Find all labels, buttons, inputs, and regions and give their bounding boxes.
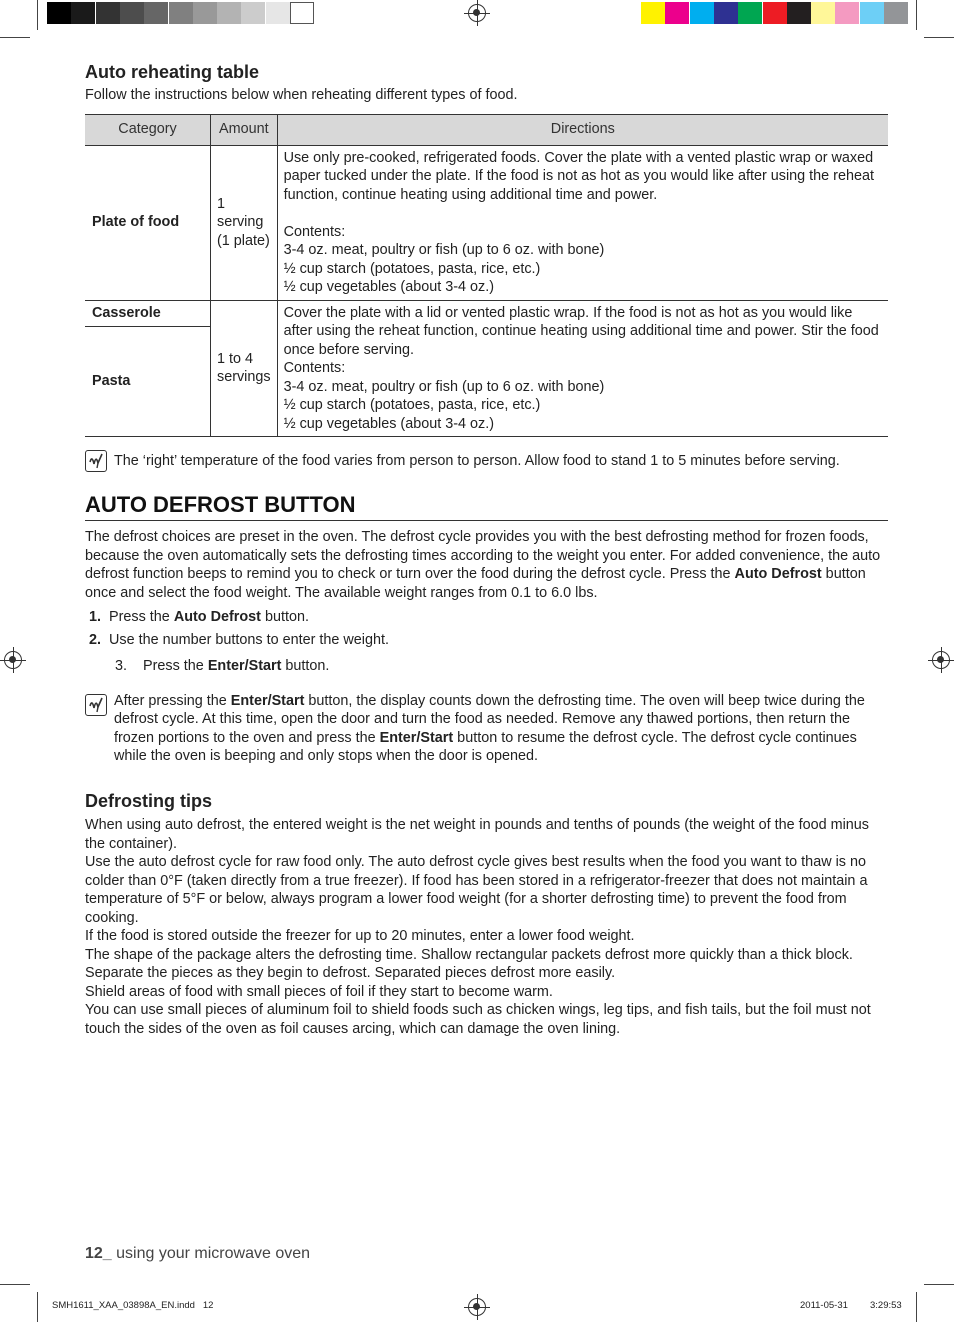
directions-cell <box>277 300 888 437</box>
crop-mark <box>924 37 954 38</box>
color-swatch <box>835 2 859 24</box>
page-number: 12_ <box>85 1245 112 1262</box>
gray-swatch <box>266 2 290 24</box>
color-swatch <box>665 2 689 24</box>
crop-mark <box>916 0 917 30</box>
registration-mark-icon <box>468 1298 486 1316</box>
contents-label: Contents: <box>283 223 346 240</box>
color-swatch <box>641 2 665 24</box>
tip-paragraph: If the food is stored outside the freezer for up to 20 minutes, enter a lower food weight. <box>85 928 635 944</box>
gray-swatch <box>120 2 144 24</box>
crop-mark <box>37 1292 38 1322</box>
step-bold: Auto Defrost <box>173 609 261 625</box>
step-text: button. <box>260 609 309 625</box>
step-text: button. <box>281 658 330 674</box>
table-row <box>85 300 888 326</box>
file-slug: SMH1611_XAA_03898A_EN.indd 12 <box>52 1300 214 1311</box>
crop-mark <box>0 37 30 38</box>
note-icon <box>85 450 107 472</box>
defrost-section <box>85 492 888 766</box>
contents-line: 3-4 oz. meat, poultry or fish (up to 6 oz. with bone) <box>283 242 605 258</box>
contents-line: 3-4 oz. meat, poultry or fish (up to 6 oz. with bone) <box>283 378 605 395</box>
category-cell: Plate of food <box>85 145 211 300</box>
intro-text: The defrost choices are preset in the oven. The defrost cycle provides you with the best defrosting method for frozen foods, because the oven automatically sets the defrosting times according to the weight you enter. For added convenience, the auto defrost function beeps to remind you to check or turn over the food during the defrost cycle. Press the <box>85 529 881 582</box>
registration-mark-icon <box>4 651 22 669</box>
amount-line: 1 serving <box>217 195 264 231</box>
page-footer <box>85 1245 310 1263</box>
defrost-note <box>85 692 888 766</box>
directions-text: Use only pre-cooked, refrigerated foods. Cover the plate with a vented plastic wrap or waxed paper tucked under the plate. If the food is not as hot as you would like after using the reheat function, continue heating using additional time and power. <box>283 149 874 203</box>
tip-paragraph: When using auto defrost, the entered weight is the net weight in pounds and tenths of pounds (the weight of the food minus the container). <box>85 817 870 852</box>
step-item <box>85 631 888 657</box>
directions-text: Cover the plate with a lid or vented plastic wrap. If the food is not as hot as you would like after using the reheat function, continue heating using additional time and power. Stir the food once before serving. <box>283 304 879 358</box>
header-amount: Amount <box>211 114 278 145</box>
table-header-row <box>85 114 888 145</box>
reheat-note <box>85 450 888 472</box>
defrost-title: AUTO DEFROST BUTTON <box>85 492 888 521</box>
directions-cell <box>277 145 888 300</box>
note-part: After pressing the <box>114 692 231 709</box>
crop-mark <box>0 1284 30 1285</box>
tip-paragraph: Separate the pieces as they begin to defrost. Separated pieces defrost more easily. <box>85 965 616 981</box>
contents-line: ½ cup vegetables (about 3-4 oz.) <box>283 279 494 295</box>
step-number: 1. <box>89 609 102 625</box>
category-cell: Pasta <box>85 326 211 437</box>
crop-mark <box>37 0 38 30</box>
tips-section <box>85 791 888 1038</box>
note-part: button, the display counts down the defrosting time. The oven will beep twice during the defrost cycle. At this time, open the door and turn the food as needed. Remove any thawed portions, then return the frozen portions to the oven and press the <box>114 692 865 746</box>
header-category: Category <box>85 114 211 145</box>
note-text <box>114 692 888 766</box>
gray-swatch <box>169 2 193 24</box>
gray-swatch <box>290 2 314 24</box>
color-swatch <box>714 2 738 24</box>
gray-swatch <box>71 2 95 24</box>
contents-line: ½ cup starch (potatoes, pasta, rice, etc.) <box>283 260 541 277</box>
tips-list <box>85 816 888 1038</box>
tip-paragraph: Use the auto defrost cycle for raw food only. The auto defrost cycle gives best results when the food you want to thaw is no colder than 0°F (taken directly from a true freezer). If food has been stored in a refrigerator-freezer that does not maintain a temperature of 5°F or below, always program a lower food weight (for a shorter defrosting time) to prevent the food from cooking. <box>85 854 868 926</box>
note-bold: Enter/Start <box>230 692 305 709</box>
note-part: button to resume the defrost cycle. The defrost cycle continues while the oven is beeping and only stops when the door is opened. <box>114 729 857 764</box>
crop-mark <box>916 1292 917 1322</box>
note-icon <box>85 694 107 716</box>
step-text: Press the <box>109 609 174 625</box>
crop-mark <box>924 1284 954 1285</box>
table-row <box>85 145 888 300</box>
reheat-section <box>85 62 888 472</box>
color-swatch <box>811 2 835 24</box>
defrost-intro <box>85 528 888 602</box>
tips-title: Defrosting tips <box>85 791 213 811</box>
note-bold: Enter/Start <box>379 729 454 746</box>
note-text: The ‘right’ temperature of the food varies from person to person. Allow food to stand 1 to 5 minutes before serving. <box>114 453 840 469</box>
slug-date: 2011-05-31 <box>800 1300 848 1311</box>
color-swatch <box>763 2 787 24</box>
category-cell: Casserole <box>85 300 211 326</box>
step-number: 3. <box>115 658 128 674</box>
contents-line: ½ cup vegetables (about 3-4 oz.) <box>283 415 494 432</box>
step-number: 2. <box>89 632 102 648</box>
slug-time: 3:29:53 <box>870 1300 902 1311</box>
reheat-intro: Follow the instructions below when reheating different types of food. <box>85 87 518 103</box>
amount-line: 1 to 4 <box>217 350 254 367</box>
gray-swatch <box>96 2 120 24</box>
header-directions: Directions <box>277 114 888 145</box>
gray-swatch <box>193 2 217 24</box>
amount-line: (1 plate) <box>217 232 270 249</box>
contents-label: Contents: <box>283 360 346 376</box>
reheat-title: Auto reheating table <box>85 62 260 82</box>
amount-cell <box>211 145 278 300</box>
gray-swatch <box>144 2 168 24</box>
gray-swatch <box>241 2 265 24</box>
step-item <box>85 608 888 631</box>
step-text: Press the <box>143 658 208 674</box>
color-swatch <box>884 2 908 24</box>
defrost-steps <box>85 608 888 676</box>
contents-line: ½ cup starch (potatoes, pasta, rice, etc.) <box>283 397 541 413</box>
color-swatch <box>860 2 884 24</box>
color-swatch <box>787 2 811 24</box>
registration-mark-icon <box>932 651 950 669</box>
color-swatch <box>738 2 762 24</box>
registration-mark-icon <box>468 4 486 22</box>
intro-text: button once and select the food weight. The available weight ranges from 0.1 to 6.0 lbs. <box>85 566 866 601</box>
page-label: using your microwave oven <box>111 1245 311 1262</box>
amount-cell <box>211 300 278 437</box>
tip-paragraph: The shape of the package alters the defrosting time. Shallow rectangular packets defrost more quickly than a thick block. <box>85 946 853 963</box>
reheat-table <box>85 114 888 438</box>
gray-swatch <box>47 2 71 24</box>
color-swatch <box>690 2 714 24</box>
step-bold: Enter/Start <box>207 658 282 674</box>
tip-paragraph: Shield areas of food with small pieces of foil if they start to become warm. <box>85 983 553 1000</box>
intro-bold: Auto Defrost <box>734 566 822 582</box>
step-text: Use the number buttons to enter the weight. <box>109 632 390 648</box>
amount-line: servings <box>217 369 271 386</box>
step-item <box>85 657 888 676</box>
gray-swatch <box>217 2 241 24</box>
tip-paragraph: You can use small pieces of aluminum foil to shield foods such as chicken wings, leg tips, and fish tails, but the foil must not touch the sides of the oven as foil causes arcing, which can damage the oven lining. <box>85 1002 871 1037</box>
